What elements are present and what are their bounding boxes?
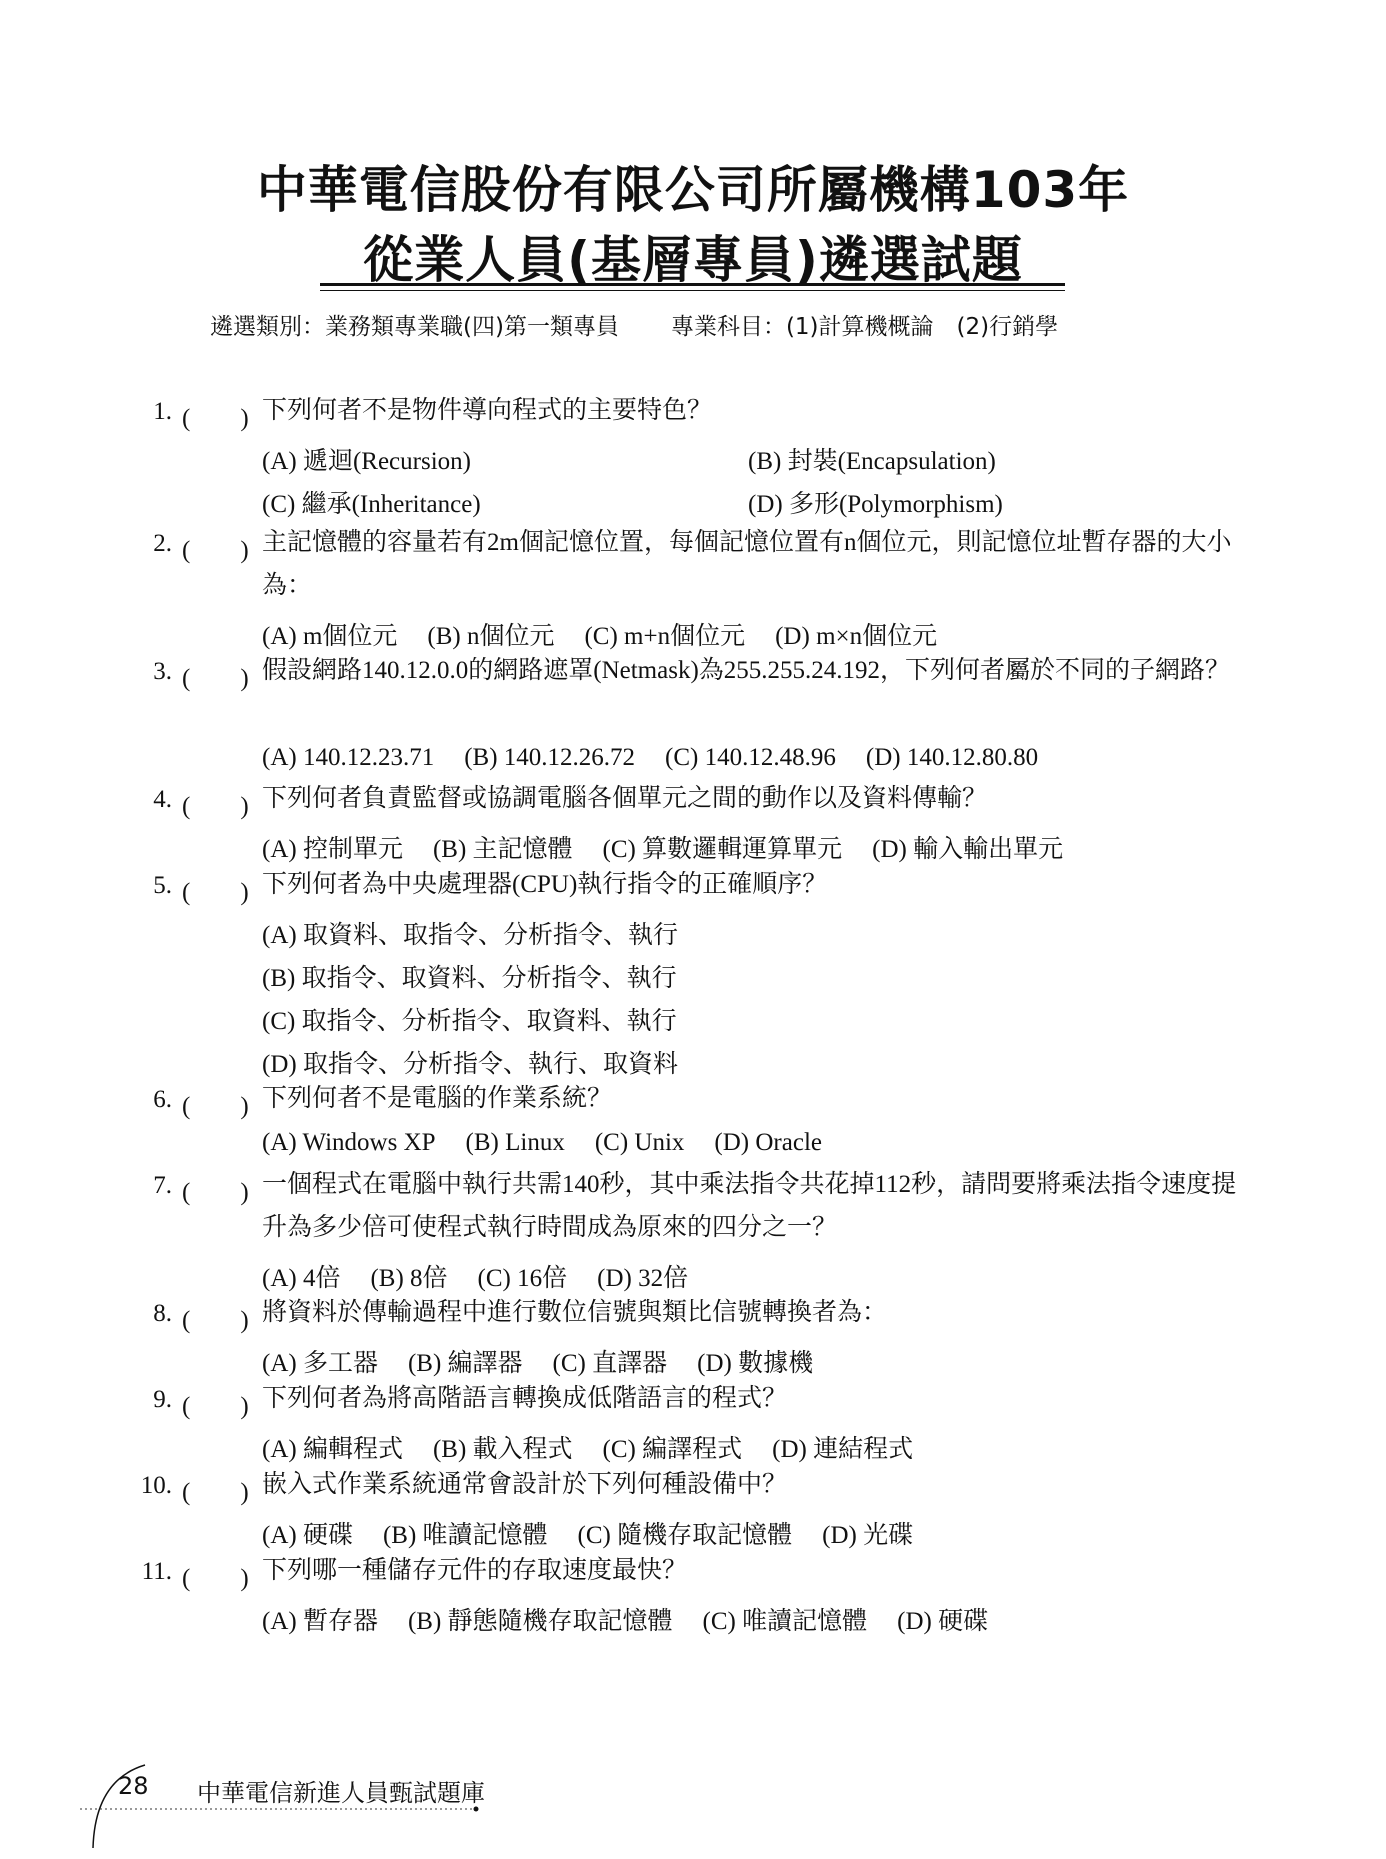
answer-option: (A) 硬碟 xyxy=(262,1522,353,1549)
answer-option: (D) 輸入輸出單元 xyxy=(872,836,1064,863)
question-text: 下列何者為中央處理器(CPU)執行指令的正確順序？ xyxy=(262,871,828,898)
question-text: 下列何者不是電腦的作業系統？ xyxy=(262,1085,613,1112)
question-text: 嵌入式作業系統通常會設計於下列何種設備中？ xyxy=(262,1471,788,1498)
answer-option: (B) 取指令、取資料、分析指令、執行 xyxy=(262,965,677,992)
exam-subjects: 專業科目：(1)計算機概論 (2)行銷學 xyxy=(670,314,1059,340)
answer-option: (B) 唯讀記憶體 xyxy=(382,1522,548,1549)
question-number: 7. xyxy=(153,1172,172,1199)
question-text: 一個程式在電腦中執行共需140秒，其中乘法指令共花掉112秒，請問要將乘法指令速度提升為多少倍可使程式執行時間成為原來的四分之一？ xyxy=(262,1171,1237,1241)
answer-option: (D) 32倍 xyxy=(597,1265,689,1292)
question-text: 下列何者為將高階語言轉換成低階語言的程式？ xyxy=(262,1385,788,1412)
answer-option: (A) 控制單元 xyxy=(262,836,403,863)
answer-option: (C) 直譯器 xyxy=(552,1350,668,1377)
answer-blank: ( ) xyxy=(182,879,249,906)
answer-option: (C) 算數邏輯運算單元 xyxy=(602,836,843,863)
question-text: 下列何者不是物件導向程式的主要特色？ xyxy=(262,397,713,424)
answer-options-row xyxy=(262,1429,943,1465)
answer-options-row xyxy=(262,1343,843,1379)
answer-blank: ( ) xyxy=(182,537,249,564)
answer-blank: ( ) xyxy=(182,1093,249,1120)
answer-option: (A) 140.12.23.71 xyxy=(262,744,435,771)
question-text: 下列哪一種儲存元件的存取速度最快？ xyxy=(262,1557,688,1584)
answer-blank: ( ) xyxy=(182,405,249,432)
answer-option: (A) 取資料、取指令、分析指令、執行 xyxy=(262,922,678,949)
page-number: 28 xyxy=(118,1772,149,1800)
answer-blank: ( ) xyxy=(182,665,249,692)
exam-subtitle xyxy=(210,308,1058,341)
answer-option: (C) 唯讀記憶體 xyxy=(702,1608,868,1635)
answer-options-row xyxy=(262,1258,718,1294)
question-text: 假設網路140.12.0.0的網路遮罩(Netmask)為255.255.24.192，下列何者屬於不同的子網路？ xyxy=(262,657,1231,684)
answer-option: (A) m個位元 xyxy=(262,623,398,650)
answer-option: (A) 多工器 xyxy=(262,1350,378,1377)
answer-option: (D) 光碟 xyxy=(822,1522,914,1549)
answer-options-row xyxy=(262,829,1093,865)
exam-title-line2: 從業人員(基層專員)遴選試題 xyxy=(363,231,1023,289)
answer-option: (B) 140.12.26.72 xyxy=(464,744,636,771)
answer-blank: ( ) xyxy=(182,793,249,820)
answer-option: (B) 8倍 xyxy=(370,1265,448,1292)
answer-option: (D) 連結程式 xyxy=(772,1436,914,1463)
answer-options-row xyxy=(262,1601,1018,1637)
answer-option: (D) 硬碟 xyxy=(897,1608,989,1635)
question-text: 將資料於傳輸過程中進行數位信號與類比信號轉換者為： xyxy=(262,1299,888,1326)
answer-options-row xyxy=(262,744,1068,772)
answer-option: (B) Linux xyxy=(465,1129,565,1156)
book-title: 中華電信新進人員甄試題庫 xyxy=(197,1779,485,1807)
answer-option: (C) 繼承(Inheritance) xyxy=(262,491,481,518)
answer-option: (D) m×n個位元 xyxy=(775,623,938,650)
answer-blank: ( ) xyxy=(182,1179,249,1206)
question-number: 11. xyxy=(141,1558,172,1585)
question-number: 1. xyxy=(153,398,172,425)
answer-option: (B) n個位元 xyxy=(427,623,555,650)
question-number: 10. xyxy=(140,1472,172,1499)
answer-option: (B) 編譯器 xyxy=(407,1350,523,1377)
answer-blank: ( ) xyxy=(182,1565,249,1592)
answer-option: (B) 主記憶體 xyxy=(432,836,573,863)
answer-option: (A) 暫存器 xyxy=(262,1608,378,1635)
answer-option: (B) 封裝(Encapsulation) xyxy=(748,448,996,475)
answer-blank: ( ) xyxy=(182,1479,249,1506)
answer-option: (B) 載入程式 xyxy=(432,1436,573,1463)
answer-option: (C) 140.12.48.96 xyxy=(665,744,836,771)
title-underline-thick xyxy=(320,283,1065,286)
question-number: 4. xyxy=(153,786,172,813)
answer-options-row xyxy=(262,1515,943,1551)
answer-option: (B) 靜態隨機存取記憶體 xyxy=(407,1608,673,1635)
answer-blank: ( ) xyxy=(182,1393,249,1420)
answer-option: (A) Windows XP xyxy=(262,1129,436,1156)
question-text: 主記憶體的容量若有2m個記憶位置，每個記憶位置有n個位元，則記憶位址暫存器的大小為： xyxy=(262,529,1232,599)
footer-dotted-rule xyxy=(80,1806,480,1812)
question-number: 5. xyxy=(153,872,172,899)
answer-blank: ( ) xyxy=(182,1307,249,1334)
answer-option: (C) Unix xyxy=(594,1129,685,1156)
exam-title-line1: 中華電信股份有限公司所屬機構103年 xyxy=(256,161,1130,219)
question-number: 8. xyxy=(153,1300,172,1327)
answer-option: (A) 4倍 xyxy=(262,1265,341,1292)
answer-option: (C) 16倍 xyxy=(477,1265,568,1292)
question-number: 3. xyxy=(153,658,172,685)
answer-option: (A) 遞迴(Recursion) xyxy=(262,448,471,475)
question-number: 9. xyxy=(153,1386,172,1413)
answer-option: (D) 數據機 xyxy=(697,1350,814,1377)
question-number: 2. xyxy=(153,530,172,557)
answer-option: (A) 編輯程式 xyxy=(262,1436,403,1463)
answer-option: (C) 取指令、分析指令、取資料、執行 xyxy=(262,1008,677,1035)
answer-option: (C) m+n個位元 xyxy=(584,623,746,650)
title-underline-thin xyxy=(320,290,1065,291)
answer-options-row xyxy=(262,1129,852,1157)
answer-option: (C) 編譯程式 xyxy=(602,1436,743,1463)
answer-options-row xyxy=(262,616,967,652)
selection-category: 遴選類別：業務類專業職(四)第一類專員 xyxy=(210,314,619,340)
question-number: 6. xyxy=(153,1086,172,1113)
answer-option: (D) 140.12.80.80 xyxy=(865,744,1039,771)
question-text: 下列何者負責監督或協調電腦各個單元之間的動作以及資料傳輸？ xyxy=(262,785,988,812)
answer-option: (D) 取指令、分析指令、執行、取資料 xyxy=(262,1051,678,1078)
answer-option: (D) 多形(Polymorphism) xyxy=(748,491,1003,518)
answer-option: (D) Oracle xyxy=(714,1129,822,1156)
answer-option: (C) 隨機存取記憶體 xyxy=(577,1522,793,1549)
